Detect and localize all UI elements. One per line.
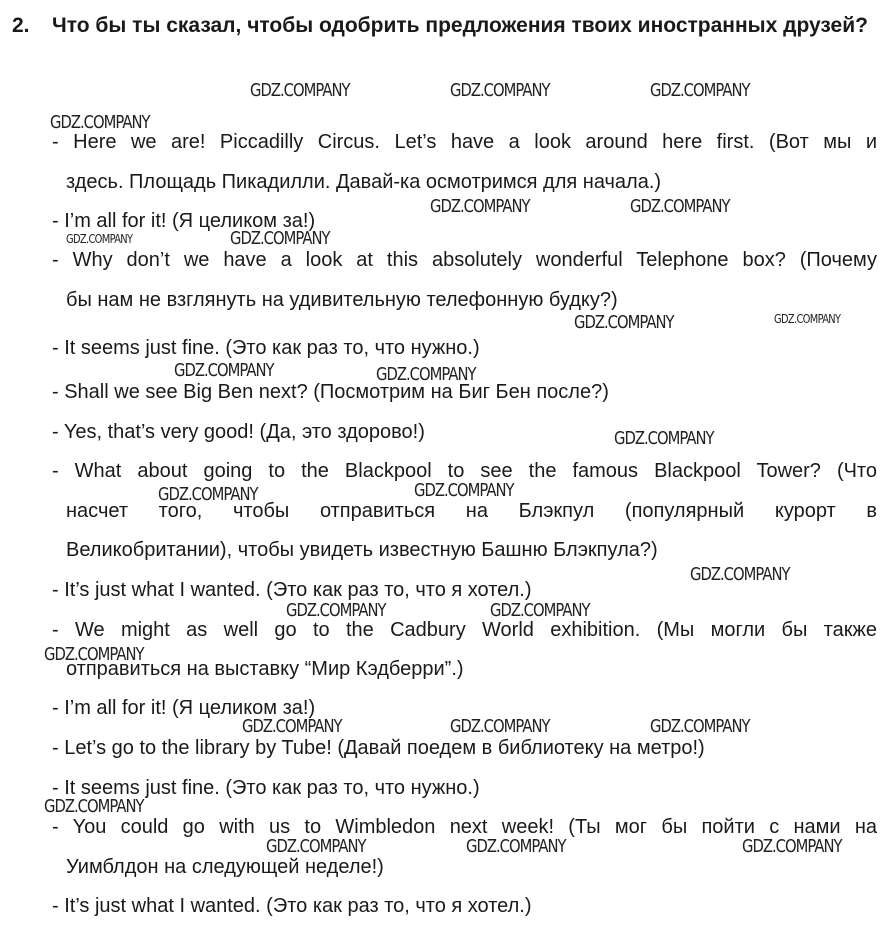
dialogue-line: - What about going to the Blackpool to see the famous Blackpool Tower? (Что: [52, 460, 877, 482]
dialogue-line: - Here we are! Piccadilly Circus. Let’s have a look around here first. (Вот мы и: [52, 131, 877, 153]
watermark: GDZ.COMPANY: [650, 716, 750, 737]
watermark: GDZ.COMPANY: [774, 312, 841, 326]
dialogue-line: - I’m all for it! (Я целиком за!): [52, 697, 316, 719]
dialogue-line: - It’s just what I wanted. (Это как раз то, что я хотел.): [52, 579, 532, 601]
watermark: GDZ.COMPANY: [250, 80, 350, 101]
watermark: GDZ.COMPANY: [50, 112, 150, 133]
watermark: GDZ.COMPANY: [450, 80, 550, 101]
watermark: GDZ.COMPANY: [690, 564, 790, 585]
dialogue-line: - It seems just fine. (Это как раз то, что нужно.): [52, 337, 480, 359]
watermark: GDZ.COMPANY: [376, 364, 476, 385]
dialogue-line: отправиться на выставку “Мир Кэдберри”.): [66, 658, 464, 680]
dialogue-line: - I’m all for it! (Я целиком за!): [52, 210, 316, 232]
watermark: GDZ.COMPANY: [174, 360, 274, 381]
watermark: GDZ.COMPANY: [66, 232, 133, 246]
dialogue-line: - Yes, that’s very good! (Да, это здорово!): [52, 421, 425, 443]
dialogue-line: - It’s just what I wanted. (Это как раз то, что я хотел.): [52, 895, 532, 917]
watermark: GDZ.COMPANY: [230, 228, 330, 249]
watermark: GDZ.COMPANY: [490, 600, 590, 621]
watermark: GDZ.COMPANY: [286, 600, 386, 621]
watermark: GDZ.COMPANY: [450, 716, 550, 737]
dialogue-line: - Shall we see Big Ben next? (Посмотрим на Биг Бен после?): [52, 381, 609, 403]
watermark: GDZ.COMPANY: [44, 644, 144, 665]
task-question: Что бы ты сказал, чтобы одобрить предложения твоих иностранных друзей?: [52, 14, 868, 37]
watermark: GDZ.COMPANY: [630, 196, 730, 217]
dialogue-line: - You could go with us to Wimbledon next week! (Ты мог бы пойти с нами на: [52, 816, 877, 838]
dialogue-line: здесь. Площадь Пикадилли. Давай-ка осмотримся для начала.): [66, 171, 662, 193]
dialogue-line: - We might as well go to the Cadbury World exhibition. (Мы могли бы также: [52, 619, 877, 641]
watermark: GDZ.COMPANY: [742, 836, 842, 857]
watermark: GDZ.COMPANY: [158, 484, 258, 505]
watermark: GDZ.COMPANY: [466, 836, 566, 857]
dialogue-line: бы нам не взглянуть на удивительную телефонную будку?): [66, 289, 618, 311]
watermark: GDZ.COMPANY: [430, 196, 530, 217]
dialogue-line: насчет того, чтобы отправиться на Блэкпул (популярный курорт в: [66, 500, 877, 522]
watermark: GDZ.COMPANY: [650, 80, 750, 101]
dialogue-line: - Why don’t we have a look at this absolutely wonderful Telephone box? (Почему: [52, 249, 877, 271]
watermark: GDZ.COMPANY: [574, 312, 674, 333]
task-number: 2.: [12, 14, 30, 37]
dialogue-line: Великобритании), чтобы увидеть известную Башню Блэкпула?): [66, 539, 658, 561]
dialogue-line: Уимблдон на следующей неделе!): [66, 856, 384, 878]
watermark: GDZ.COMPANY: [242, 716, 342, 737]
dialogue-line: - Let’s go to the library by Tube! (Давай поедем в библиотеку на метро!): [52, 737, 705, 759]
watermark: GDZ.COMPANY: [44, 796, 144, 817]
watermark: GDZ.COMPANY: [266, 836, 366, 857]
watermark: GDZ.COMPANY: [614, 428, 714, 449]
watermark: GDZ.COMPANY: [414, 480, 514, 501]
dialogue-line: - It seems just fine. (Это как раз то, что нужно.): [52, 777, 480, 799]
